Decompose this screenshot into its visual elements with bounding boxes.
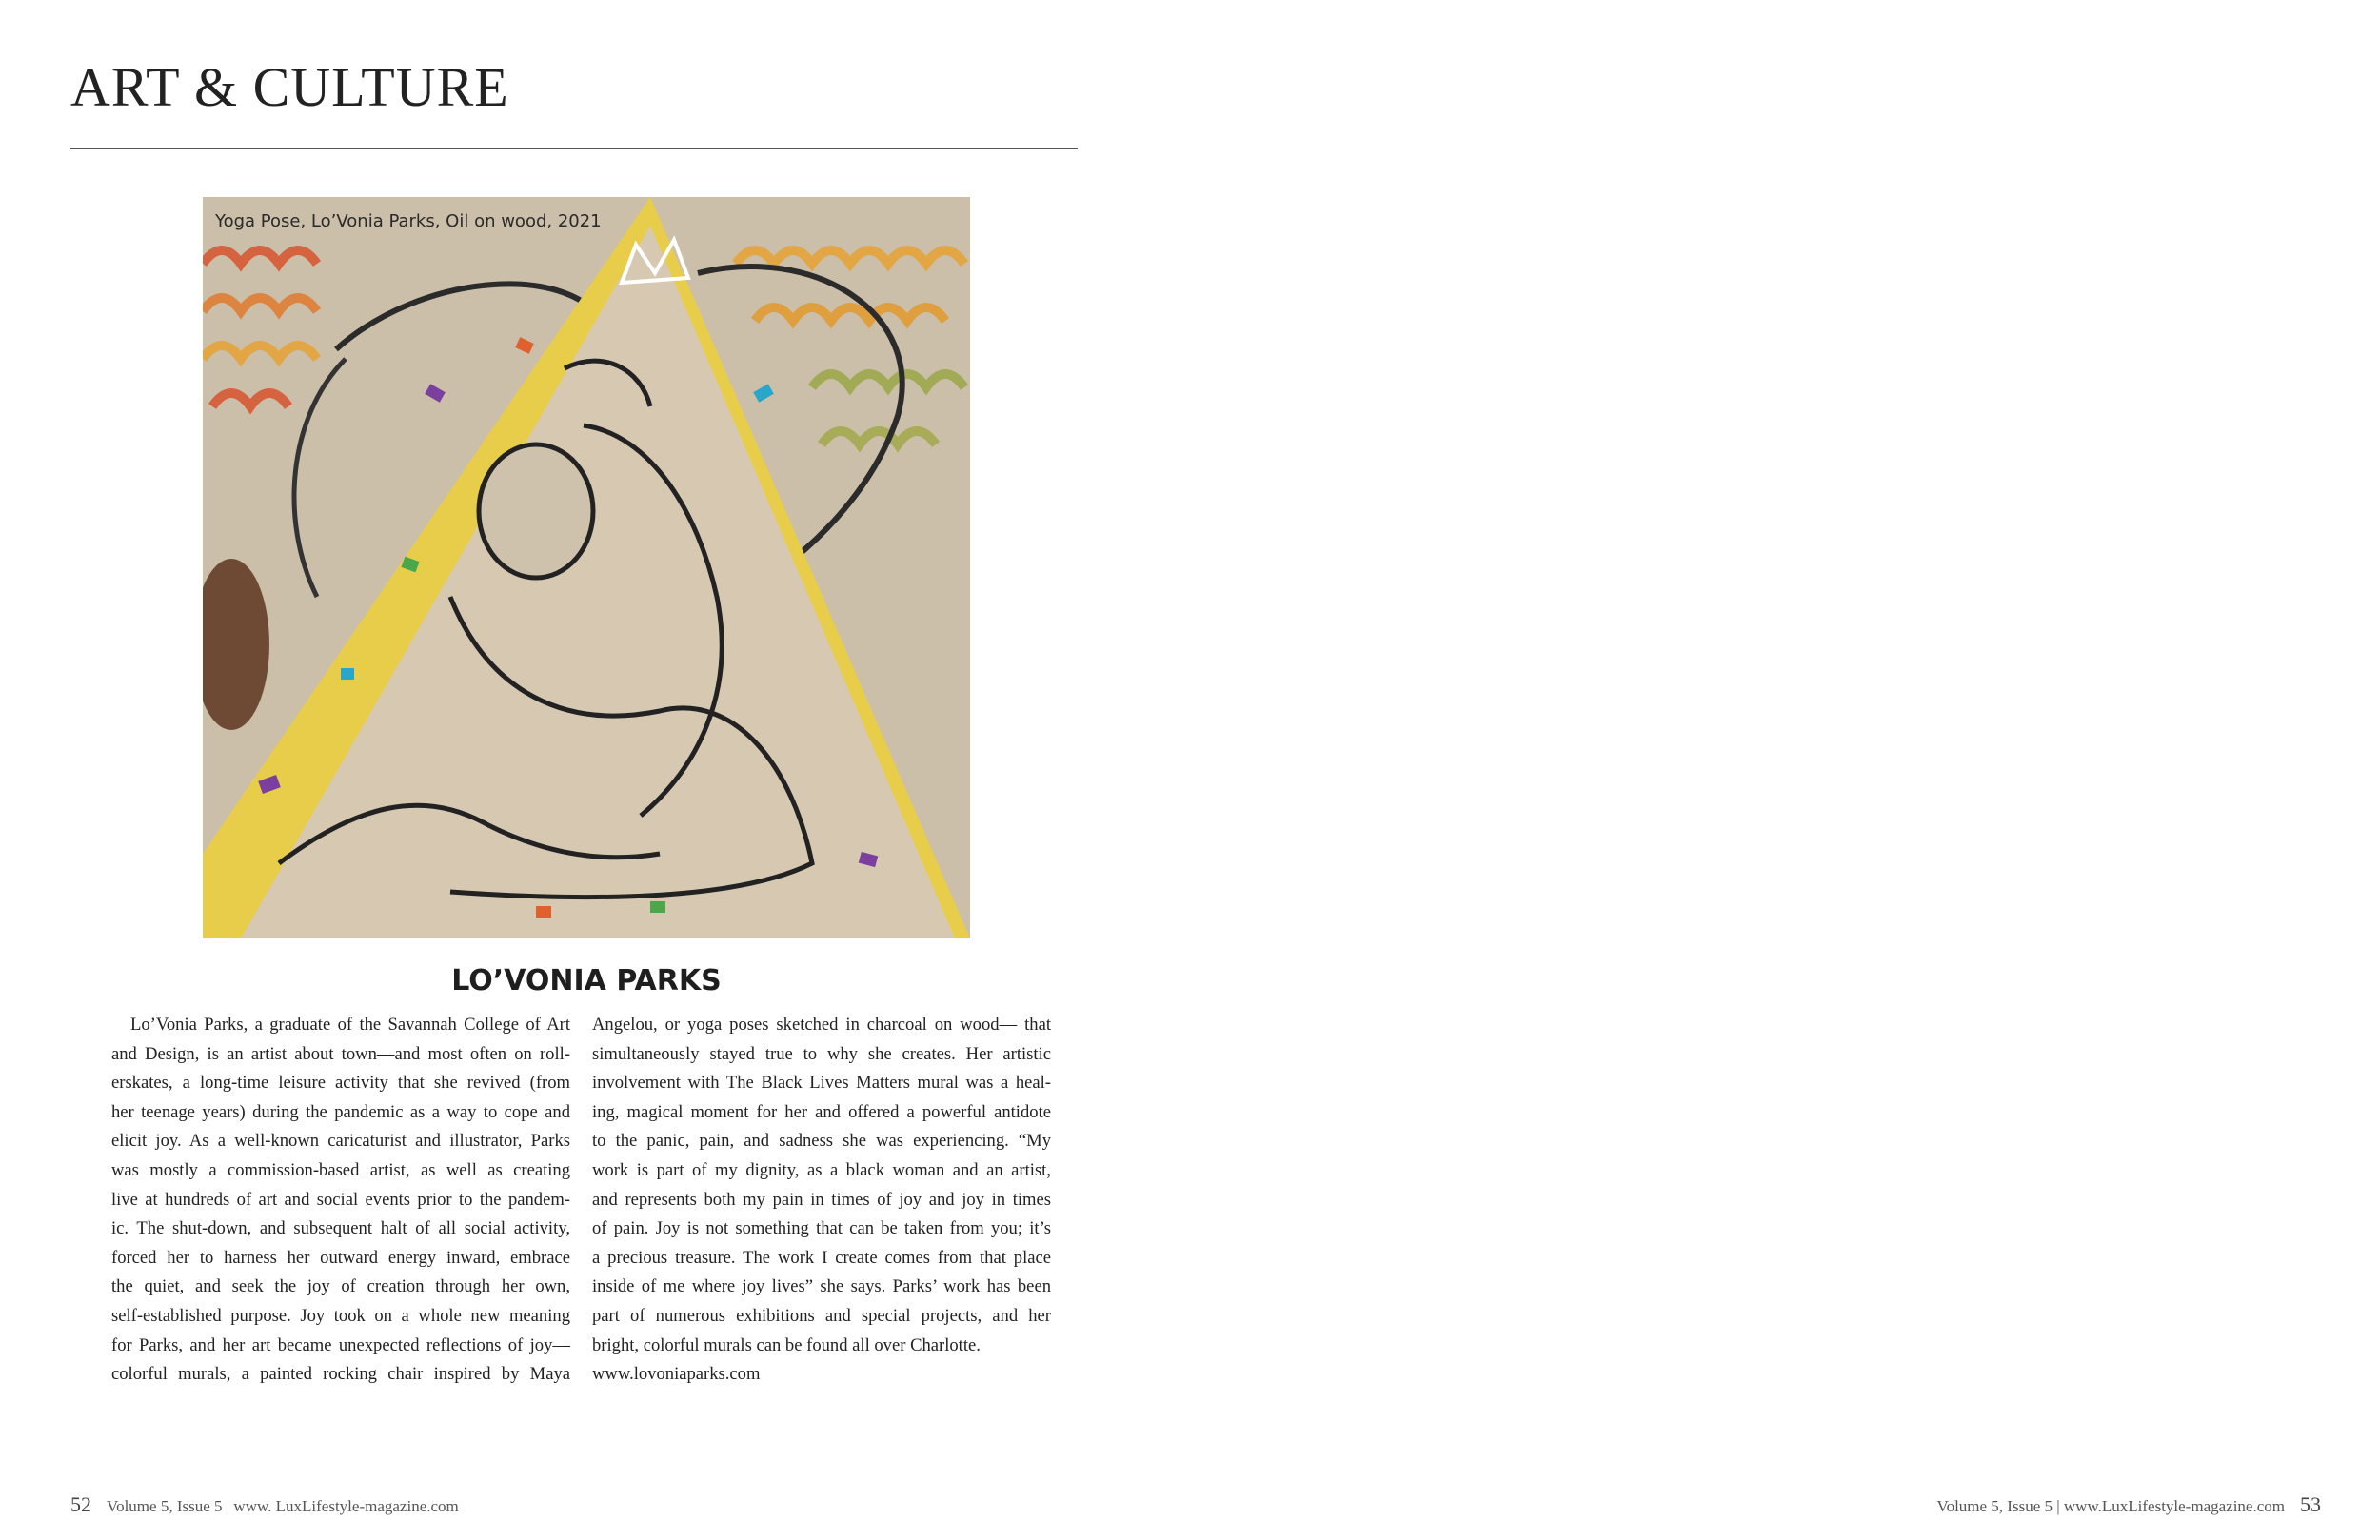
body-line: and Design, is an artist about town—and most often on roll- [111,1043,570,1064]
body-line: and represents both my pain in times of joy and joy in times [592,1189,1051,1210]
title-divider [70,148,1078,149]
body-line: the quiet, and seek the joy of creation through her own, [111,1276,570,1297]
article-column-left [111,1011,570,1390]
body-line: erskates, a long-time leisure activity that she revived (from [111,1073,570,1094]
body-line: her teenage years) during the pandemic as a way to cope and [111,1101,570,1122]
artwork-image [203,197,970,938]
body-line: Lo’Vonia Parks, a graduate of the Savannah College of Art [130,1015,570,1035]
body-line: part of numerous exhibitions and special projects, and her [592,1305,1051,1326]
page-number-left: 52 [70,1492,91,1516]
body-line: simultaneously stayed true to why she creates. Her artistic [592,1043,1051,1064]
body-line: forced her to harness her outward energy inward, embrace [111,1247,570,1268]
body-line: self-established purpose. Joy took on a whole new meaning [111,1305,570,1326]
body-line: was mostly a commission-based artist, as well as creating [111,1159,570,1180]
body-line: bright, colorful murals can be found all over Charlotte. [592,1334,981,1355]
body-line: ic. The shut-down, and subsequent halt of all social activity, [111,1218,570,1239]
website-link[interactable]: www.lovoniaparks.com [592,1364,761,1385]
body-line: of pain. Joy is not something that can be taken from you; it’s [592,1218,1051,1239]
body-line: work is part of my dignity, as a black woman and an artist, [592,1159,1051,1180]
artwork-caption: Yoga Pose, Lo’Vonia Parks, Oil on wood, 2021 [215,211,602,231]
body-line: Angelou, or yoga poses sketched in charcoal on wood— that [592,1015,1051,1035]
footer-left [70,1492,459,1517]
article-heading: LO’VONIA PARKS [451,964,722,997]
body-line: involvement with The Black Lives Matters mural was a heal- [592,1073,1051,1094]
body-line: a precious treasure. The work I create comes from that place [592,1247,1051,1268]
footer-right-text: Volume 5, Issue 5 | www.LuxLifestyle-magazine.com [1936,1497,2285,1515]
body-line: ing, magical moment for her and offered a powerful antidote [592,1101,1051,1122]
article-column-right [592,1011,1051,1390]
body-line: inside of me where joy lives” she says. Parks’ work has been [592,1276,1051,1297]
artwork-illustration [203,197,970,938]
body-line: elicit joy. As a well-known caricaturist and illustrator, Parks [111,1131,570,1152]
body-line: live at hundreds of art and social events prior to the pandem- [111,1189,570,1210]
footer-right [1936,1492,2321,1517]
section-title: ART & CULTURE [70,56,509,118]
body-line: for Parks, and her art became unexpected reflections of joy— [111,1334,570,1355]
page-number-right: 53 [2300,1492,2321,1516]
body-line: to the panic, pain, and sadness she was experiencing. “My [592,1131,1051,1152]
footer-left-text: Volume 5, Issue 5 | www. LuxLifestyle-magazine.com [107,1497,459,1515]
body-line: colorful murals, a painted rocking chair inspired by Maya [111,1364,570,1385]
